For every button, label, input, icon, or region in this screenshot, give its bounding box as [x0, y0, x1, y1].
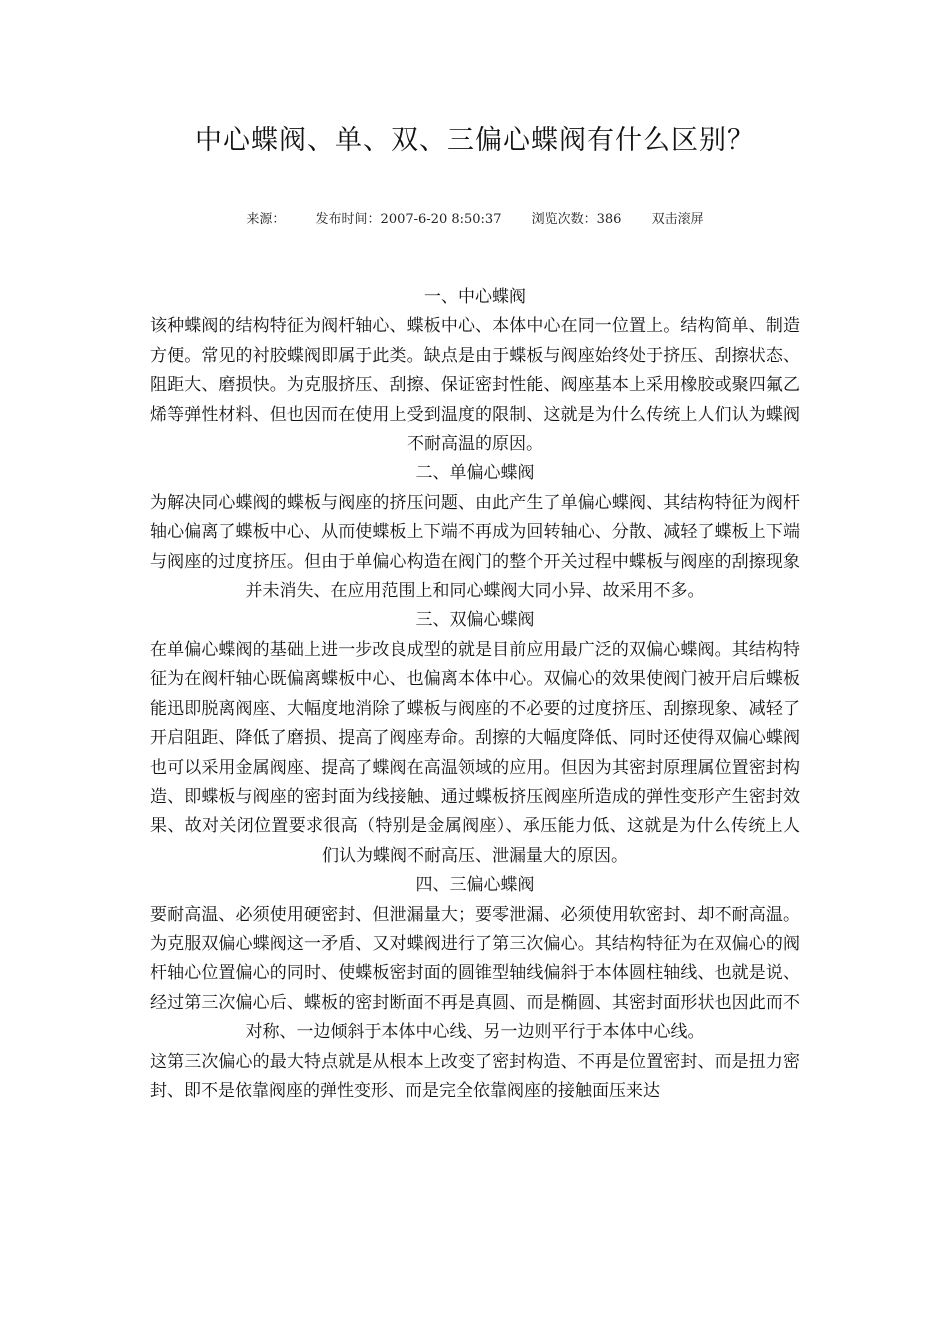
section-heading: 一、中心蝶阀 [424, 287, 526, 307]
article-meta [0, 208, 950, 227]
article-body [150, 283, 800, 1106]
section-paragraph: 该种蝶阀的结构特征为阀杆轴心、蝶板中心、本体中心在同一位置上。结构简单、制造方便。常见的衬胶蝶阀即属于此类。缺点是由于蝶板与阀座始终处于挤压、刮擦状态、阻距大、磨损快。为克服挤压、刮擦、保证密封性能、阀座基本上采用橡胶或聚四氟乙烯等弹性材料、但也因而在使用上受到温度的限制、这就是为什么传统上人们认为蝶阀不耐高温的原因。 [150, 316, 800, 455]
closing-paragraph: 这第三次偏心的最大特点就是从根本上改变了密封构造、不再是位置密封、而是扭力密封、即不是依靠阀座的弹性变形、而是完全依靠阀座的接触面压来达 [150, 1051, 800, 1101]
section-heading: 三、双偏心蝶阀 [415, 610, 535, 631]
view-count: 浏览次数：386 [531, 212, 622, 227]
publish-time: 发布时间：2007-6-20 8:50:37 [315, 212, 502, 227]
section-paragraph: 为解决同心蝶阀的蝶板与阀座的挤压问题、由此产生了单偏心蝶阀、其结构特征为阀杆轴心偏离了蝶板中心、从而使蝶板上下端不再成为回转轴心、分散、减轻了蝶板上下端与阀座的过度挤压。但由于单偏心构造在阀门的整个开关过程中蝶板与阀座的刮擦现象并未消失、在应用范围上和同心蝶阀大同小异、故采用不多。 [150, 492, 800, 602]
double-click-scroll[interactable]: 双击滚屏 [651, 212, 704, 227]
section-paragraph: 要耐高温、必须使用硬密封、但泄漏量大；要零泄漏、必须使用软密封、却不耐高温。为克服双偏心蝶阀这一矛盾、又对蝶阀进行了第三次偏心。其结构特征为在双偏心的阀杆轴心位置偏心的同时、使蝶板密封面的圆锥型轴线偏斜于本体圆柱轴线、也就是说、经过第三次偏心后、蝶板的密封断面不再是真圆、而是椭圆、其密封面形状也因此而不对称、一边倾斜于本体中心线、另一边则平行于本体中心线。 [150, 904, 800, 1043]
section-paragraph: 在单偏心蝶阀的基础上进一步改良成型的就是目前应用最广泛的双偏心蝶阀。其结构特征为在阀杆轴心既偏离蝶板中心、也偏离本体中心。双偏心的效果使阀门被开启后蝶板能迅即脱离阀座、大幅度地消除了蝶板与阀座的不必要的过度挤压、刮擦现象、减轻了开启阻距、降低了磨损、提高了阀座寿命。刮擦的大幅度降低、同时还使得双偏心蝶阀也可以采用金属阀座、提高了蝶阀在高温领域的应用。但因为其密封原理属位置密封构造、即蝶板与阀座的密封面为线接触、通过蝶板挤压阀座所造成的弹性变形产生密封效果、故对关闭位置要求很高（特别是金属阀座）、承压能力低、这就是为什么传统上人们认为蝶阀不耐高压、泄漏量大的原因。 [150, 639, 800, 866]
page-title: 中心蝶阀、单、双、三偏心蝶阀有什么区别？ [195, 125, 755, 156]
section-heading: 二、单偏心蝶阀 [415, 463, 535, 484]
source-label: 来源： [246, 212, 286, 227]
section-heading: 四、三偏心蝶阀 [415, 875, 535, 896]
